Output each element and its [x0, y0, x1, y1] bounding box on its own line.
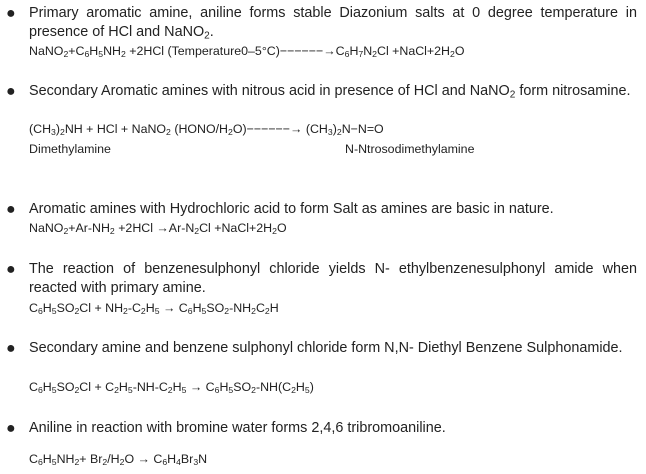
bullet-dot: ●: [6, 340, 16, 357]
item-text: Secondary amine and benzene sulphonyl chloride form N,N- Diethyl Benzene Sulphonamide.: [29, 340, 623, 356]
chemical-equation: $(CH_3)_2NH$ + HCl + NaNO$_2$ $(HONO/H_2O)------\to (CH_3)_2N-N=O$: [29, 122, 384, 138]
item-text: Aniline in reaction with bromine water forms 2,4,6 tribromoaniline.: [29, 420, 446, 436]
chemical-equation: $NaNO_2+C_6H_5NH_2 +2HCl$ $(Temperature0-5^\circ C)------\to C_6H_7N_2Cl$ $+NaCl+2H_2O$: [29, 44, 465, 60]
bullet-dot: ●: [6, 420, 16, 437]
item-text: Secondary Aromatic amines with nitrous acid in presence of HCl and NaNO$_2$ form nitrosamine.: [29, 83, 631, 101]
bullet-dot: ●: [6, 261, 16, 278]
item-text: Aromatic amines with Hydrochloric acid to form Salt as amines are basic in nature.: [29, 201, 554, 217]
item-text: Primary aromatic amine, aniline forms stable Diazonium salts at 0 degree temperature in presence of HCl and NaNO$_2$.: [29, 5, 637, 42]
chemical-equation: $C_6H_5NH_2+ Br_2/H_2O \to C_6H_4Br_3N$: [29, 452, 208, 468]
chemical-equation: $NaNO_2+Ar-NH_2 +2HCl \to Ar-N_2Cl$ $+NaCl+2H_2O$: [29, 221, 287, 237]
bullet-dot: ●: [6, 5, 16, 22]
bullet-dot: ●: [6, 83, 16, 100]
compound-names: [29, 141, 639, 158]
bullet-dot: ●: [6, 201, 16, 218]
item-text: The reaction of benzenesulphonyl chloride yields N- ethylbenzenesulphonyl amide when reacted with primary amine.: [29, 261, 637, 296]
product-name: N-Ntrosodimethylamine: [345, 142, 475, 156]
reactant-name: Dimethylamine: [29, 142, 111, 156]
chemical-equation: $C_6H_5SO_2Cl + C_2H_5-NH-C_2H_5 \to C_6H_5SO_2-NH(C_2H_5)$: [29, 380, 314, 396]
chemical-equation: $C_6H_5SO_2Cl + NH_2-C_2H_5 \to C_6H_5SO_2-NH_2C_2H$: [29, 301, 279, 317]
